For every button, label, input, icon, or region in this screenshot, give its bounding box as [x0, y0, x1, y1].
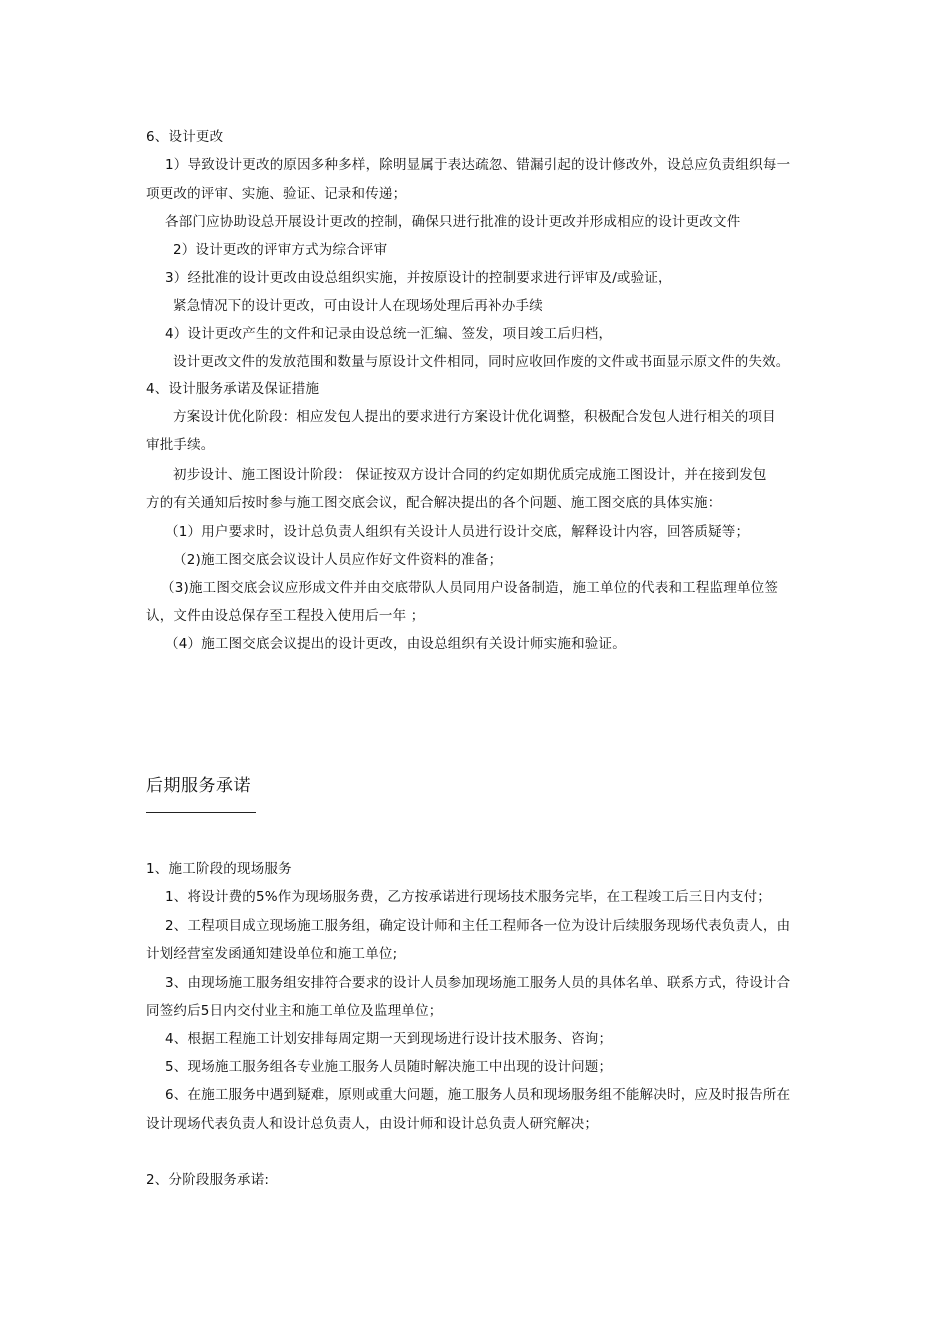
onsite-item-6-line-1: 6、在施工服务中遇到疑难，原则或重大问题，施工服务人员和现场服务组不能解决时，应及时报告所在	[165, 1087, 791, 1103]
section-4-title: 4、设计服务承诺及保证措施	[146, 381, 320, 397]
onsite-item-2-line-1: 2、工程项目成立现场施工服务组，确定设计师和主任工程师各一位为设计后续服务现场代表负责人，由	[165, 918, 791, 934]
onsite-item-5: 5、现场施工服务组各专业施工服务人员随时解决施工中出现的设计问题；	[165, 1059, 613, 1075]
section-6-item-4: 4）设计更改产生的文件和记录由设总统一汇编、签发，项目竣工后归档，	[165, 326, 613, 342]
section-4-item-3-line-1: （3)施工图交底会议应形成文件并由交底带队人员同用户设备制造，施工单位的代表和工程监理单位签	[161, 580, 779, 596]
section-4-item-4: （4）施工图交底会议提出的设计更改，由设总组织有关设计师实施和验证。	[165, 636, 626, 652]
heading-underline	[146, 812, 256, 813]
onsite-item-6-line-2: 设计现场代表负责人和设计总负责人，由设计师和设计总负责人研究解决；	[146, 1116, 599, 1132]
section-6-item-1-line-1: 1）导致设计更改的原因多种多样，除明显属于表达疏忽、错漏引起的设计修改外，设总应负责组织每一	[165, 157, 791, 173]
section-6-item-2: 2）设计更改的评审方式为综合评审	[173, 242, 388, 258]
after-service-heading: 后期服务承诺	[146, 776, 251, 796]
onsite-item-3-line-2: 同签约后5日内交付业主和施工单位及监理单位；	[146, 1003, 443, 1019]
section-6-title: 6、设计更改	[146, 129, 224, 145]
onsite-item-1: 1、将设计费的5%作为现场服务费，乙方按承诺进行现场技术服务完毕，在工程竣工后三日内支付；	[165, 889, 772, 905]
onsite-service-title: 1、施工阶段的现场服务	[146, 861, 292, 877]
section-6-item-3: 3）经批准的设计更改由设总组织实施，并按原设计的控制要求进行评审及/或验证，	[165, 270, 672, 286]
section-4-scheme-line-2: 审批手续。	[146, 437, 215, 453]
onsite-item-4: 4、根据工程施工计划安排每周定期一天到现场进行设计技术服务、咨询；	[165, 1031, 613, 1047]
section-6-distribution-paragraph: 设计更改文件的发放范围和数量与原设计文件相同，同时应收回作废的文件或书面显示原文件的失效。	[173, 354, 790, 370]
section-6-departments-paragraph: 各部门应协助设总开展设计更改的控制，确保只进行批准的设计更改并形成相应的设计更改文件	[165, 214, 741, 230]
section-4-item-1: （1）用户要求时，设计总负责人组织有关设计人员进行设计交底，解释设计内容，回答质疑等；	[165, 524, 750, 540]
phased-service-title: 2、分阶段服务承诺:	[146, 1172, 270, 1188]
section-4-item-2: （2)施工图交底会议设计人员应作好文件资料的准备；	[173, 552, 503, 568]
section-6-emergency-paragraph: 紧急情况下的设计更改，可由设计人在现场处理后再补办手续	[173, 298, 543, 314]
section-4-scheme-line-1: 方案设计优化阶段：相应发包人提出的要求进行方案设计优化调整，积极配合发包人进行相关的项目	[173, 409, 776, 425]
onsite-item-3-line-1: 3、由现场施工服务组安排符合要求的设计人员参加现场施工服务人员的具体名单、联系方式，待设计合	[165, 975, 791, 991]
section-4-design-line-1: 初步设计、施工图设计阶段： 保证按双方设计合同的约定如期优质完成施工图设计，并在接到发包	[173, 467, 767, 483]
section-4-design-line-2: 方的有关通知后按时参与施工图交底会议，配合解决提出的各个问题、施工图交底的具体实施：	[146, 495, 722, 511]
section-6-item-1-line-2: 项更改的评审、实施、验证、记录和传递；	[146, 186, 407, 202]
onsite-item-2-line-2: 计划经营室发函通知建设单位和施工单位;	[146, 946, 398, 962]
section-4-item-3-line-2: 认，文件由设总保存至工程投入使用后一年 ；	[146, 608, 425, 624]
